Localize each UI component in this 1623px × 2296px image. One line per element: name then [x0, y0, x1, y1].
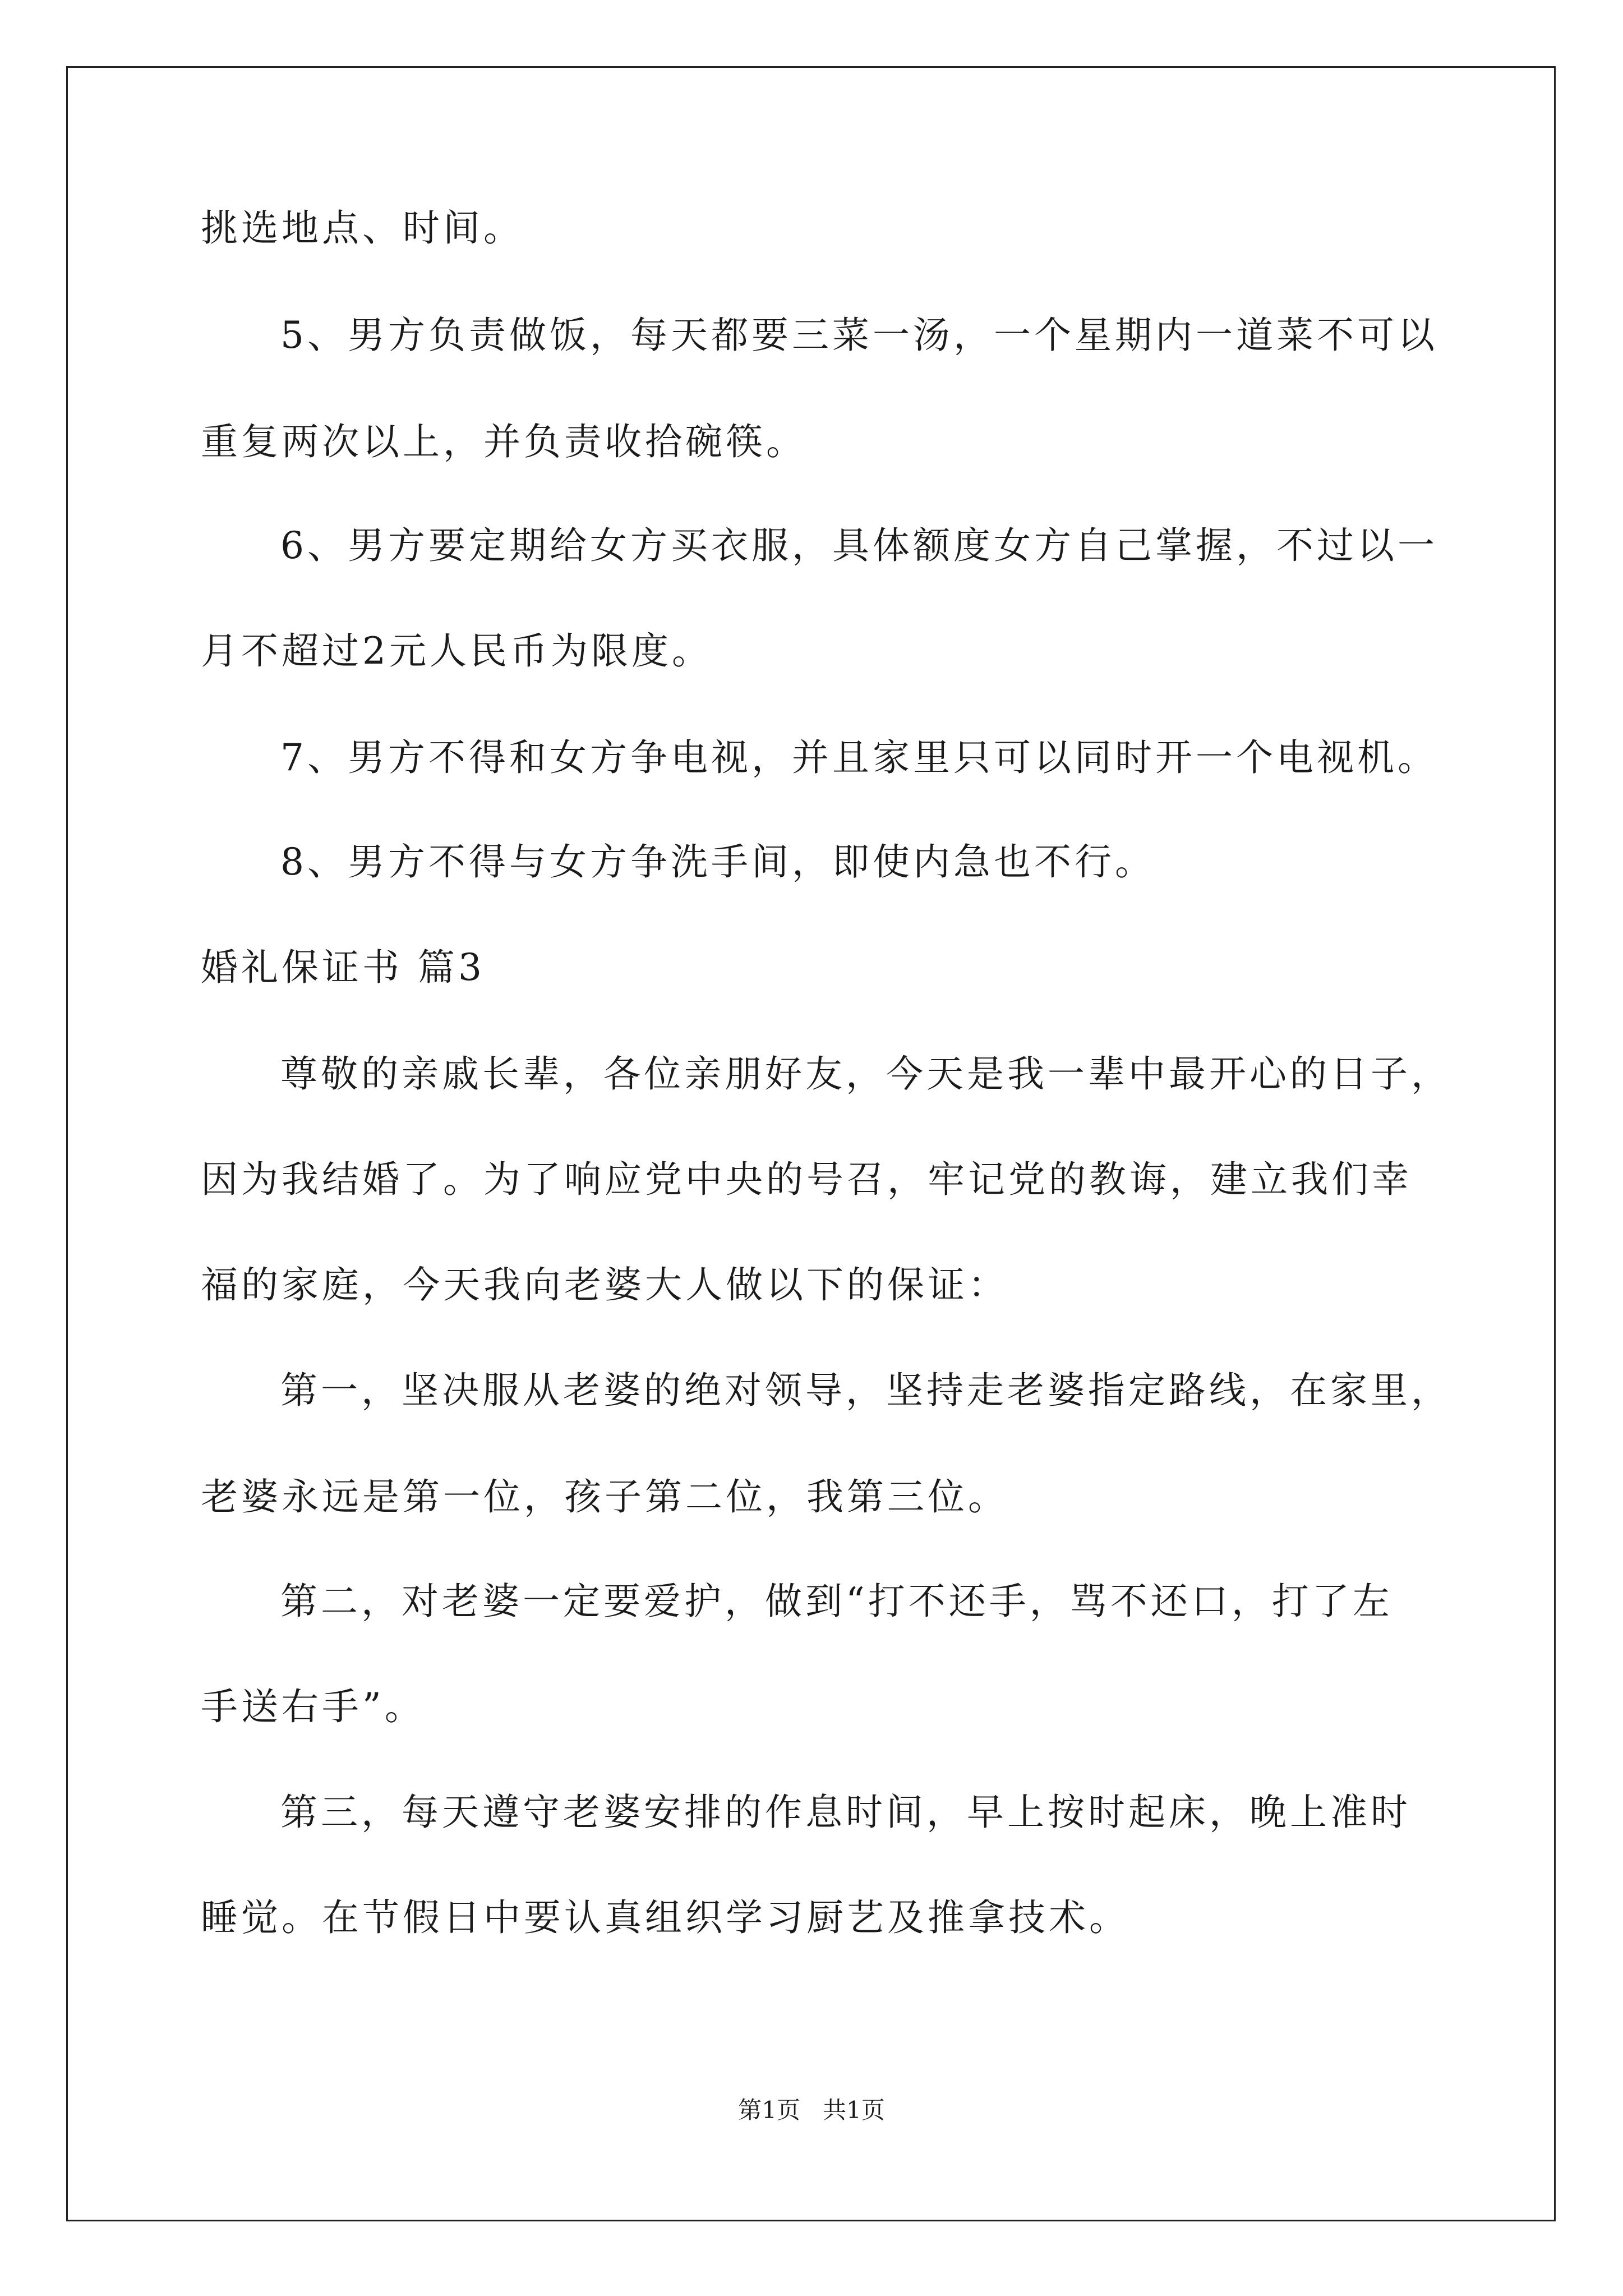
- point-2-line-2: 手送右手”。: [201, 1685, 425, 1728]
- point-3-line-1: 第三，每天遵守老婆安排的作息时间，早上按时起床，晚上准时: [280, 1791, 1411, 1834]
- point-1-line-1: 第一，坚决服从老婆的绝对领导，坚持走老婆指定路线，在家里，: [280, 1369, 1451, 1412]
- para-intro-line-2: 因为我结婚了。为了响应党中央的号召，牢记党的教诲，建立我们幸: [201, 1158, 1412, 1201]
- page-number-footer: 第1页 共1页: [738, 2096, 885, 2124]
- body-line-1: 挑选地点、时间。: [201, 206, 524, 250]
- section-heading: 婚礼保证书 篇3: [201, 946, 485, 989]
- point-2-line-1: 第二，对老婆一定要爱护，做到“打不还手，骂不还口，打了左: [280, 1580, 1393, 1623]
- clause-5-line-2: 重复两次以上，并负责收拾碗筷。: [201, 420, 806, 463]
- clause-6-line-2: 月不超过2元人民币为限度。: [201, 629, 712, 673]
- clause-5-line-1: 5、男方负责做饭，每天都要三菜一汤，一个星期内一道菜不可以: [280, 314, 1438, 357]
- clause-6-line-1: 6、男方要定期给女方买衣服，具体额度女方自己掌握，不过以一: [280, 524, 1438, 567]
- para-intro-line-3: 福的家庭，今天我向老婆大人做以下的保证：: [201, 1263, 1008, 1306]
- para-intro-line-1: 尊敬的亲戚长辈，各位亲朋好友，今天是我一辈中最开心的日子，: [280, 1052, 1451, 1096]
- clause-7-line: 7、男方不得和女方争电视，并且家里只可以同时开一个电视机。: [280, 736, 1438, 779]
- point-1-line-2: 老婆永远是第一位，孩子第二位，我第三位。: [201, 1475, 1008, 1519]
- clause-8-line: 8、男方不得与女方争洗手间，即使内急也不行。: [280, 840, 1155, 884]
- point-3-line-2: 睡觉。在节假日中要认真组织学习厨艺及推拿技术。: [201, 1896, 1129, 1939]
